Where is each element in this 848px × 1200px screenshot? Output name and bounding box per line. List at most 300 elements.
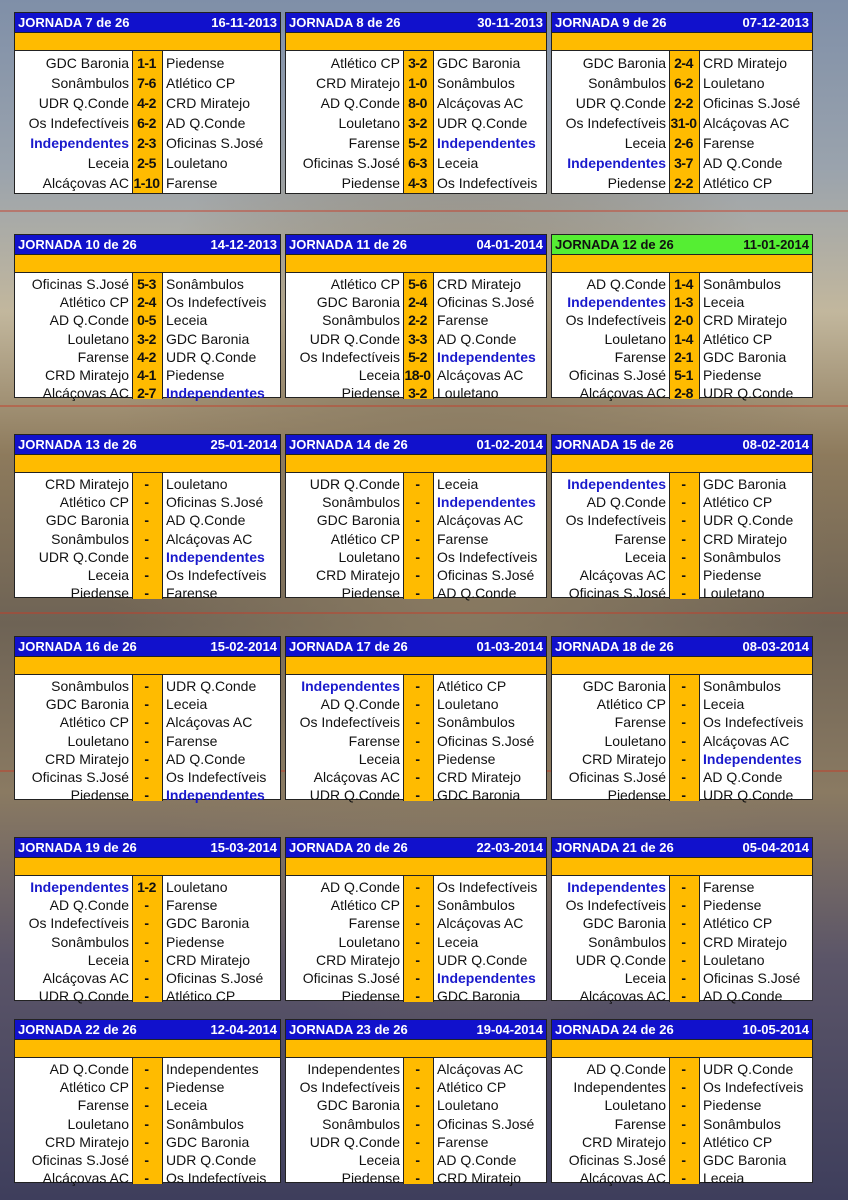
home-team: Louletano [604,330,666,347]
home-team: Louletano [604,732,666,749]
round-title: JORNADA 14 de 26 [289,437,408,452]
match-list [552,876,812,1005]
match-score: 3-2 [408,385,427,402]
home-team: Leceia [87,567,129,584]
match-row [15,713,280,731]
home-team: Independentes [573,1079,666,1096]
home-team: Sonâmbulos [322,1115,400,1132]
away-team: Louletano [166,879,228,896]
round-panel [551,837,813,1005]
match-row [286,878,546,896]
match-score: - [415,714,420,731]
match-score: 2-7 [137,385,156,402]
away-team: Sonâmbulos [703,548,781,565]
match-row [552,511,812,529]
round-panel [285,837,547,1005]
home-team: Farense [614,1115,666,1132]
match-row [552,951,812,969]
match-score: - [144,1133,149,1150]
match-score: - [415,494,420,511]
home-team: AD Q.Conde [49,897,129,914]
match-list [552,675,812,804]
match-score: - [415,897,420,914]
match-score: - [144,951,149,968]
match-score: 2-2 [674,175,693,191]
home-team: Alcáçovas AC [579,988,666,1005]
away-team: Leceia [166,1097,208,1114]
match-list [15,876,280,1005]
home-team: Alcáçovas AC [313,769,400,786]
round-date: 15-03-2014 [210,840,277,855]
home-team: Farense [348,732,400,749]
match-score: - [681,988,686,1005]
away-team: Leceia [437,476,479,493]
match-score: - [681,915,686,932]
round-date: 10-05-2014 [742,1022,809,1037]
match-score: 2-4 [137,294,156,311]
home-team: Os Indefectíveis [565,115,666,131]
match-score: 1-3 [674,294,693,311]
round-date: 12-04-2014 [210,1022,277,1037]
home-team: Leceia [624,548,666,565]
home-team: Independentes [30,135,129,151]
match-row [15,1060,280,1078]
away-team: Piedense [703,1097,762,1114]
away-team: Independentes [437,494,536,511]
match-list [286,675,546,804]
match-score: 2-3 [137,135,156,151]
match-list [15,1058,280,1187]
round-panel [285,1019,547,1187]
away-team: AD Q.Conde [437,330,517,347]
match-row [286,1078,546,1096]
home-team: Os Indefectíveis [28,115,129,131]
match-row [552,153,812,173]
match-row [15,1151,280,1169]
match-score: - [415,988,420,1005]
away-team: UDR Q.Conde [437,951,528,968]
home-team: Piedense [341,1170,400,1187]
match-score: 0-5 [137,312,156,329]
match-row [15,566,280,584]
match-score: - [144,1097,149,1114]
round-title: JORNADA 11 de 26 [289,237,408,252]
match-score: - [681,951,686,968]
away-team: Oficinas S.José [166,970,264,987]
match-list [286,51,546,193]
match-row [15,584,280,602]
home-team: GDC Baronia [316,294,400,311]
match-score: - [144,548,149,565]
match-score: - [415,1133,420,1150]
round-header [552,838,812,858]
round-header [286,637,546,657]
round-panel [14,636,281,804]
round-title: JORNADA 24 de 26 [555,1022,674,1037]
away-team: Atlético CP [166,988,236,1005]
match-row [286,914,546,932]
home-team: Independentes [30,879,129,896]
home-team: Independentes [567,879,666,896]
away-team: Alcáçovas AC [166,530,253,547]
match-row [552,548,812,566]
match-score: 8-0 [408,95,427,111]
home-team: CRD Miratejo [44,367,129,384]
away-team: Oficinas S.José [437,294,535,311]
home-team: CRD Miratejo [44,1133,129,1150]
header-stripe [15,33,280,51]
match-row [552,1078,812,1096]
home-team: Leceia [87,155,129,171]
round-header [15,1020,280,1040]
match-score: - [144,769,149,786]
home-team: Os Indefectíveis [565,312,666,329]
round-date: 11-01-2014 [743,237,809,252]
away-team: UDR Q.Conde [166,1152,257,1169]
match-score: - [415,567,420,584]
header-stripe [552,33,812,51]
match-row [552,677,812,695]
round-header [286,235,546,255]
away-team: UDR Q.Conde [437,115,528,131]
match-row [15,348,280,366]
match-score: - [144,696,149,713]
home-team: Piedense [341,175,400,191]
match-score: 3-3 [408,330,427,347]
match-row [15,732,280,750]
home-team: Farense [77,348,129,365]
away-team: Atlético CP [437,678,507,695]
match-row [552,384,812,402]
away-team: Leceia [437,933,479,950]
away-team: Leceia [166,312,208,329]
match-score: 5-6 [408,276,427,293]
home-team: Farense [614,714,666,731]
away-team: CRD Miratejo [166,95,251,111]
header-stripe [286,1040,546,1058]
match-row [552,93,812,113]
home-team: Atlético CP [59,294,129,311]
match-row [552,969,812,987]
away-team: Piedense [166,1079,225,1096]
match-score: - [144,512,149,529]
match-list [15,51,280,193]
match-row [552,713,812,731]
match-score: 2-0 [674,312,693,329]
away-team: Farense [166,732,218,749]
round-title: JORNADA 9 de 26 [555,15,667,30]
round-date: 08-02-2014 [742,437,809,452]
round-title: JORNADA 8 de 26 [289,15,401,30]
match-score: - [144,567,149,584]
home-team: GDC Baronia [582,915,666,932]
match-score: - [681,879,686,896]
match-row [286,113,546,133]
round-panel [14,434,281,602]
match-score: 3-2 [408,115,427,131]
away-team: Piedense [166,367,225,384]
match-row [15,275,280,293]
match-row [552,914,812,932]
match-row [286,275,546,293]
match-list [286,876,546,1005]
round-title: JORNADA 18 de 26 [555,639,674,654]
match-row [552,695,812,713]
round-title: JORNADA 21 de 26 [555,840,674,855]
away-team: Independentes [166,548,265,565]
match-score: - [681,897,686,914]
away-team: Farense [703,135,755,151]
home-team: Os Indefectíveis [28,915,129,932]
match-row [286,366,546,384]
home-team: GDC Baronia [582,55,666,71]
match-score: - [681,494,686,511]
away-team: Leceia [166,696,208,713]
match-row [286,969,546,987]
match-score: 4-2 [137,348,156,365]
home-team: Sonâmbulos [588,75,666,91]
home-team: UDR Q.Conde [575,95,666,111]
match-score: - [144,494,149,511]
match-score: - [144,933,149,950]
round-panel [285,434,547,602]
away-team: Alcáçovas AC [703,732,790,749]
match-row [552,750,812,768]
home-team: CRD Miratejo [581,1133,666,1150]
match-row [286,987,546,1005]
round-date: 16-11-2013 [211,15,277,30]
away-team: Piedense [166,933,225,950]
match-score: - [681,1115,686,1132]
match-row [286,173,546,193]
away-team: Oficinas S.José [166,494,264,511]
round-header [15,838,280,858]
match-row [552,768,812,786]
away-team: CRD Miratejo [437,1170,522,1187]
away-team: Leceia [703,1170,745,1187]
header-stripe [15,858,280,876]
match-list [552,51,812,193]
home-team: CRD Miratejo [581,750,666,767]
match-row [552,493,812,511]
match-list [15,273,280,402]
home-team: Louletano [338,548,400,565]
home-team: Independentes [567,294,666,311]
home-team: Sonâmbulos [51,678,129,695]
away-team: AD Q.Conde [437,585,517,602]
home-team: UDR Q.Conde [38,548,129,565]
round-title: JORNADA 15 de 26 [555,437,674,452]
away-team: Farense [703,879,755,896]
home-team: Farense [614,530,666,547]
away-team: Atlético CP [703,1133,773,1150]
home-team: Leceia [87,951,129,968]
away-team: GDC Baronia [703,348,787,365]
match-list [552,273,812,402]
match-row [286,348,546,366]
home-team: UDR Q.Conde [309,787,400,804]
match-row [552,293,812,311]
match-score: 18-0 [404,367,431,384]
away-team: Sonâmbulos [437,897,515,914]
away-team: AD Q.Conde [703,769,783,786]
away-team: Leceia [703,294,745,311]
home-team: Piedense [70,585,129,602]
away-team: Sonâmbulos [166,276,244,293]
home-team: CRD Miratejo [315,75,400,91]
home-team: Atlético CP [330,276,400,293]
match-score: 2-2 [674,95,693,111]
match-row [552,1133,812,1151]
home-team: UDR Q.Conde [309,330,400,347]
match-score: 1-0 [408,75,427,91]
match-row [15,987,280,1005]
match-row [552,348,812,366]
round-header [286,838,546,858]
match-row [552,311,812,329]
match-list [552,1058,812,1187]
match-score: - [681,585,686,602]
match-row [15,896,280,914]
match-row [286,293,546,311]
home-team: Piedense [607,175,666,191]
match-row [286,475,546,493]
away-team: GDC Baronia [166,330,250,347]
home-team: Atlético CP [330,897,400,914]
home-team: Os Indefectíveis [299,348,400,365]
round-header [15,435,280,455]
away-team: Os Indefectíveis [166,567,267,584]
match-score: - [415,769,420,786]
match-row [15,93,280,113]
match-row [15,548,280,566]
header-stripe [286,657,546,675]
round-date: 08-03-2014 [742,639,809,654]
match-score: - [144,732,149,749]
home-team: Atlético CP [330,530,400,547]
away-team: Independentes [703,750,802,767]
home-team: Atlético CP [59,714,129,731]
match-row [15,73,280,93]
match-score: - [415,1061,420,1078]
home-team: Sonâmbulos [588,933,666,950]
home-team: Louletano [67,330,129,347]
home-team: Leceia [624,135,666,151]
round-panel [14,234,281,402]
away-team: CRD Miratejo [166,951,251,968]
away-team: Alcáçovas AC [437,367,524,384]
header-stripe [286,33,546,51]
away-team: Os Indefectíveis [437,175,538,191]
home-team: CRD Miratejo [315,567,400,584]
round-panel [285,12,547,194]
home-team: AD Q.Conde [586,276,666,293]
match-row [552,330,812,348]
match-row [552,566,812,584]
away-team: Independentes [437,970,536,987]
away-team: Louletano [703,75,765,91]
match-row [15,1078,280,1096]
away-team: Louletano [437,1097,499,1114]
match-score: 3-7 [674,155,693,171]
away-team: Farense [166,897,218,914]
match-row [15,530,280,548]
away-team: Farense [437,530,489,547]
home-team: Leceia [358,750,400,767]
match-score: - [681,1079,686,1096]
away-team: GDC Baronia [166,915,250,932]
away-team: Piedense [703,567,762,584]
match-score: - [681,530,686,547]
home-team: Oficinas S.José [568,1152,666,1169]
match-score: - [415,933,420,950]
away-team: Louletano [166,476,228,493]
home-team: Louletano [67,732,129,749]
away-team: Os Indefectíveis [703,1079,804,1096]
match-row [552,1169,812,1187]
home-team: UDR Q.Conde [38,95,129,111]
round-header [286,435,546,455]
away-team: Oficinas S.José [703,970,801,987]
match-row [552,584,812,602]
match-row [552,987,812,1005]
match-score: 31-0 [670,115,697,131]
match-score: - [681,678,686,695]
match-row [286,493,546,511]
home-team: Independentes [307,1061,400,1078]
away-team: AD Q.Conde [703,155,783,171]
away-team: Os Indefectíveis [166,294,267,311]
away-team: Farense [166,175,218,191]
home-team: Alcáçovas AC [579,385,666,402]
match-score: - [415,476,420,493]
match-row [286,153,546,173]
home-team: GDC Baronia [316,512,400,529]
home-team: Louletano [338,115,400,131]
home-team: AD Q.Conde [49,312,129,329]
away-team: Sonâmbulos [437,75,515,91]
match-row [286,768,546,786]
match-row [15,384,280,402]
match-score: - [144,1170,149,1187]
match-score: - [144,1115,149,1132]
round-title: JORNADA 10 de 26 [18,237,137,252]
match-score: - [415,951,420,968]
match-score: - [415,678,420,695]
match-score: - [415,530,420,547]
away-team: Alcáçovas AC [437,95,524,111]
home-team: Alcáçovas AC [42,1170,129,1187]
match-row [552,475,812,493]
away-team: Sonâmbulos [703,678,781,695]
away-team: Farense [437,1133,489,1150]
round-panel [551,636,813,804]
header-stripe [552,455,812,473]
away-team: UDR Q.Conde [703,512,794,529]
round-header [552,235,812,255]
match-score: - [681,567,686,584]
match-row [552,366,812,384]
match-row [286,530,546,548]
match-row [286,695,546,713]
away-team: Sonâmbulos [166,1115,244,1132]
match-row [15,786,280,804]
home-team: Leceia [624,970,666,987]
match-row [15,113,280,133]
home-team: Alcáçovas AC [42,970,129,987]
away-team: AD Q.Conde [166,512,246,529]
round-panel [14,837,281,1005]
